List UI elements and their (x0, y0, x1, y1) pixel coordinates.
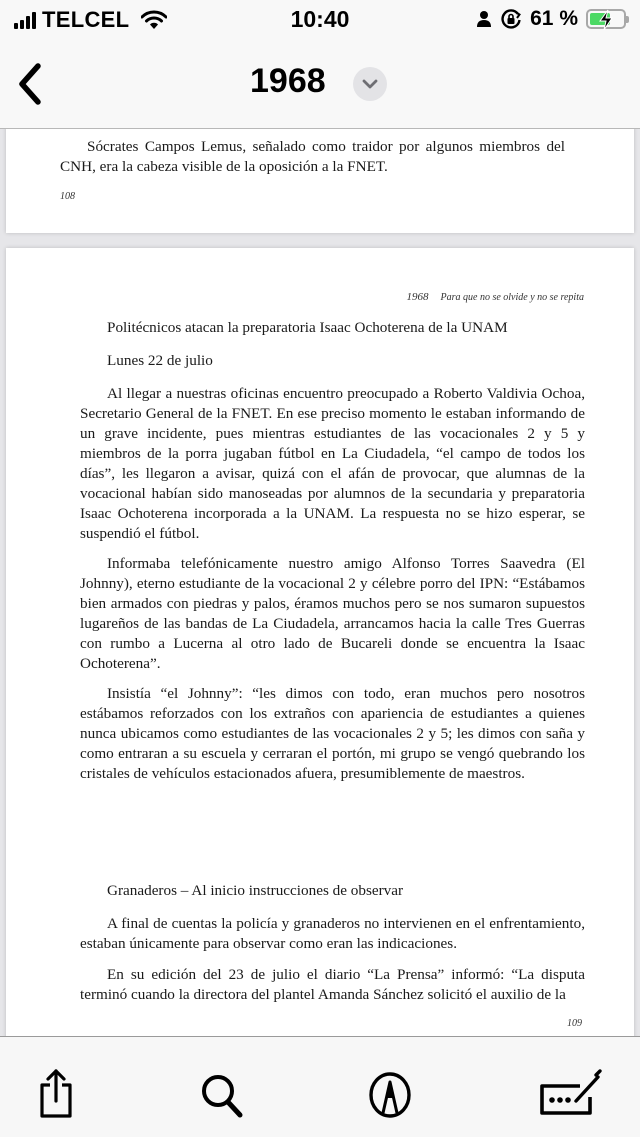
person-icon (476, 10, 492, 28)
subsection-title: Granaderos – Al inicio instrucciones de observar (107, 882, 404, 899)
carrier-name: TELCEL (42, 7, 130, 32)
document-viewer[interactable] (0, 129, 640, 1036)
orientation-lock-icon (500, 8, 522, 30)
markup-button[interactable] (362, 1067, 418, 1123)
running-head-title: 1968 (406, 291, 429, 303)
section-title: Politécnicos atacan la preparatoria Isaac Ochoterena de la UNAM (107, 319, 508, 336)
paragraph: Informaba telefónicamente nuestro amigo Alfonso Torres Saavedra (El Johnny), eterno estudiante de la vocacional 2 y célebre porro del IPN: “Estábamos bien armados con piedras y palos, éramos muchos pero se nos sumaron supuestos lugareños de las bandas de La Ciudadela, arrancamos hacia la calle Tres Guerras con rumbo a Lucerna al otro lado de Bucareli donde se encuentra la Isaac Ochoterena”. (80, 555, 585, 672)
paragraph: Insistía “el Johnny”: “les dimos con todo, eran muchos pero nosotros estábamos reforzados con los extraños con apariencia de estudiantes a quienes nunca ubicamos como estudiantes de las vocacionales 2 y 5; les dimos con saña y como entraran a su escuela y cerraran el portón, mi grupo se vengó quebrando los cristales de vehículos estacionados afuera, presumiblemente de maestros. (80, 685, 585, 782)
back-button[interactable] (14, 62, 48, 106)
section-date: Lunes 22 de julio (107, 352, 213, 369)
share-icon (28, 1067, 84, 1123)
pdf-page-109 (6, 248, 634, 1036)
battery-icon (586, 9, 626, 29)
paragraph: A final de cuentas la policía y granaderos no intervienen en el enfrentamiento, estaban únicamente para observar como eran las indicaciones. (80, 915, 585, 952)
status-bar (0, 0, 640, 40)
charging-bolt-icon (598, 9, 614, 31)
page-number: 108 (60, 191, 75, 202)
title-menu-button[interactable] (353, 67, 387, 101)
markup-pen-icon (362, 1067, 418, 1123)
chevron-left-icon (14, 62, 48, 106)
page-number: 109 (567, 1018, 582, 1029)
document-title[interactable]: 1968 (250, 62, 326, 100)
paragraph: Sócrates Campos Lemus, señalado como traidor por algunos miembros del CNH, era la cabeza visible de la oposición a la FNET. (60, 138, 565, 175)
signature-button[interactable] (536, 1067, 606, 1123)
signature-icon (536, 1067, 606, 1123)
status-right (476, 7, 626, 31)
search-icon (194, 1067, 250, 1123)
search-button[interactable] (194, 1067, 250, 1123)
paragraph: En su edición del 23 de julio el diario “La Prensa” informó: “La disputa terminó cuando la directora del plantel Amanda Sánchez solicitó el auxilio de la (80, 966, 585, 1003)
clock: 10:40 (290, 6, 350, 32)
battery-percent: 61 % (530, 7, 578, 30)
running-head (407, 291, 585, 303)
paragraph: Al llegar a nuestras oficinas encuentro preocupado a Roberto Valdivia Ochoa, Secretario General de la FNET. En ese preciso momento le estaban informando de un grave incidente, pues mientras estudiantes de las vocacionales 2 y 5 y miembros de la porra jugaban fútbol en La Ciudadela, “el campo de todos los días”, les llegaron a avisar, quizá con el afán de provocar, que alumnas de la vocacional habían sido manoseadas por alumnos de la secundaria y preparatoria Isaac Ochoterena incorporada a la UNAM. La respuesta no se hizo esperar, se suspendió el fútbol. (80, 385, 585, 542)
running-head-subtitle: Para que no se olvide y no se repita (440, 292, 584, 303)
share-button[interactable] (28, 1067, 84, 1123)
chevron-down-icon (362, 79, 378, 89)
navigation-bar (0, 40, 640, 129)
bottom-toolbar (0, 1036, 640, 1137)
pdf-page-108 (6, 129, 634, 233)
